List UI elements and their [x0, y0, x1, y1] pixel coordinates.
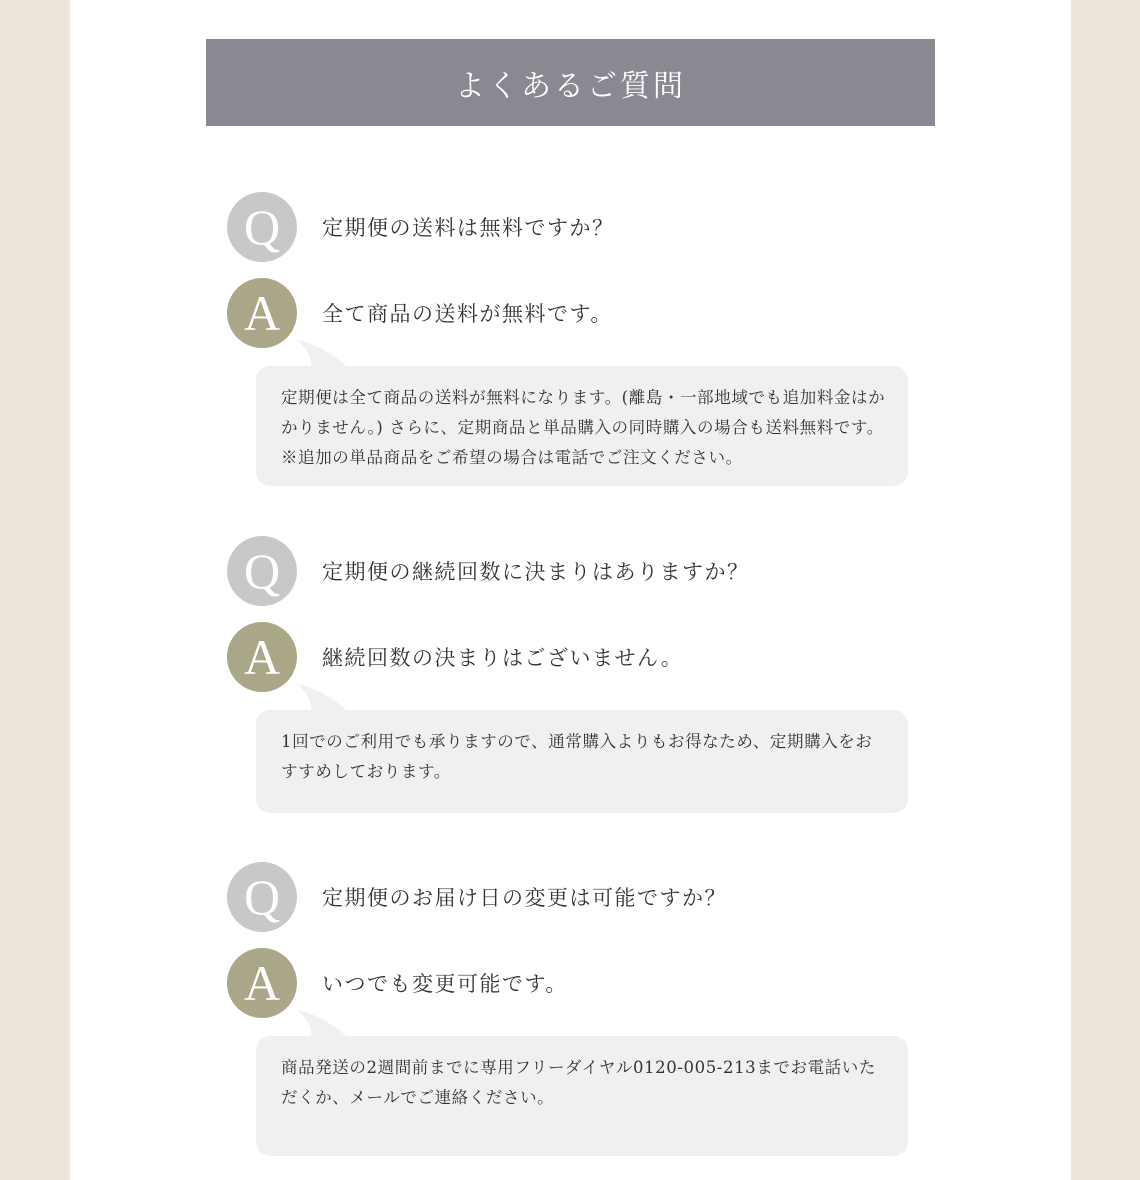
- answer-row: [227, 278, 613, 348]
- answer-badge: A: [227, 278, 297, 348]
- answer-detail-text: 定期便は全て商品の送料が無料になります。(離島・一部地域でも追加料金はかかりません。) さらに、定期商品と単品購入の同時購入の場合も送料無料です。※追加の単品商品をご希望の場合は電話でご注文ください。: [281, 388, 886, 467]
- page-title: よくあるご質問: [455, 68, 686, 104]
- answer-badge: A: [227, 622, 297, 692]
- answer-detail-bubble: [256, 366, 908, 486]
- answer-detail-text: 1回でのご利用でも承りますので、通常購入よりもお得なため、定期購入をおすすめしております。: [281, 732, 873, 781]
- question-badge: Q: [227, 862, 297, 932]
- question-row: [227, 536, 750, 606]
- answer-detail-bubble: [256, 710, 908, 813]
- speech-tail-icon: [297, 684, 353, 714]
- answer-row: [227, 948, 568, 1018]
- speech-tail-icon: [297, 1010, 353, 1040]
- answer-row: [227, 622, 683, 692]
- answer-detail-text: 商品発送の2週間前までに専用フリーダイヤル0120-005-213までお電話いただくか、メールでご連絡ください。: [281, 1058, 876, 1107]
- answer-text: 全て商品の送料が無料です。: [322, 302, 613, 326]
- question-text: 定期便の継続回数に決まりはありますか？: [322, 560, 750, 584]
- speech-tail-icon: [297, 340, 353, 370]
- faq-header: [206, 39, 935, 126]
- question-badge: Q: [227, 536, 297, 606]
- answer-text: いつでも変更可能です。: [322, 972, 568, 996]
- answer-badge: A: [227, 948, 297, 1018]
- question-text: 定期便の送料は無料ですか？: [322, 216, 615, 240]
- answer-detail-bubble: [256, 1036, 908, 1156]
- question-row: [227, 862, 727, 932]
- question-badge: Q: [227, 192, 297, 262]
- question-text: 定期便のお届け日の変更は可能ですか？: [322, 886, 727, 910]
- question-row: [227, 192, 615, 262]
- answer-text: 継続回数の決まりはございません。: [322, 646, 684, 670]
- page-content: [70, 0, 1071, 1180]
